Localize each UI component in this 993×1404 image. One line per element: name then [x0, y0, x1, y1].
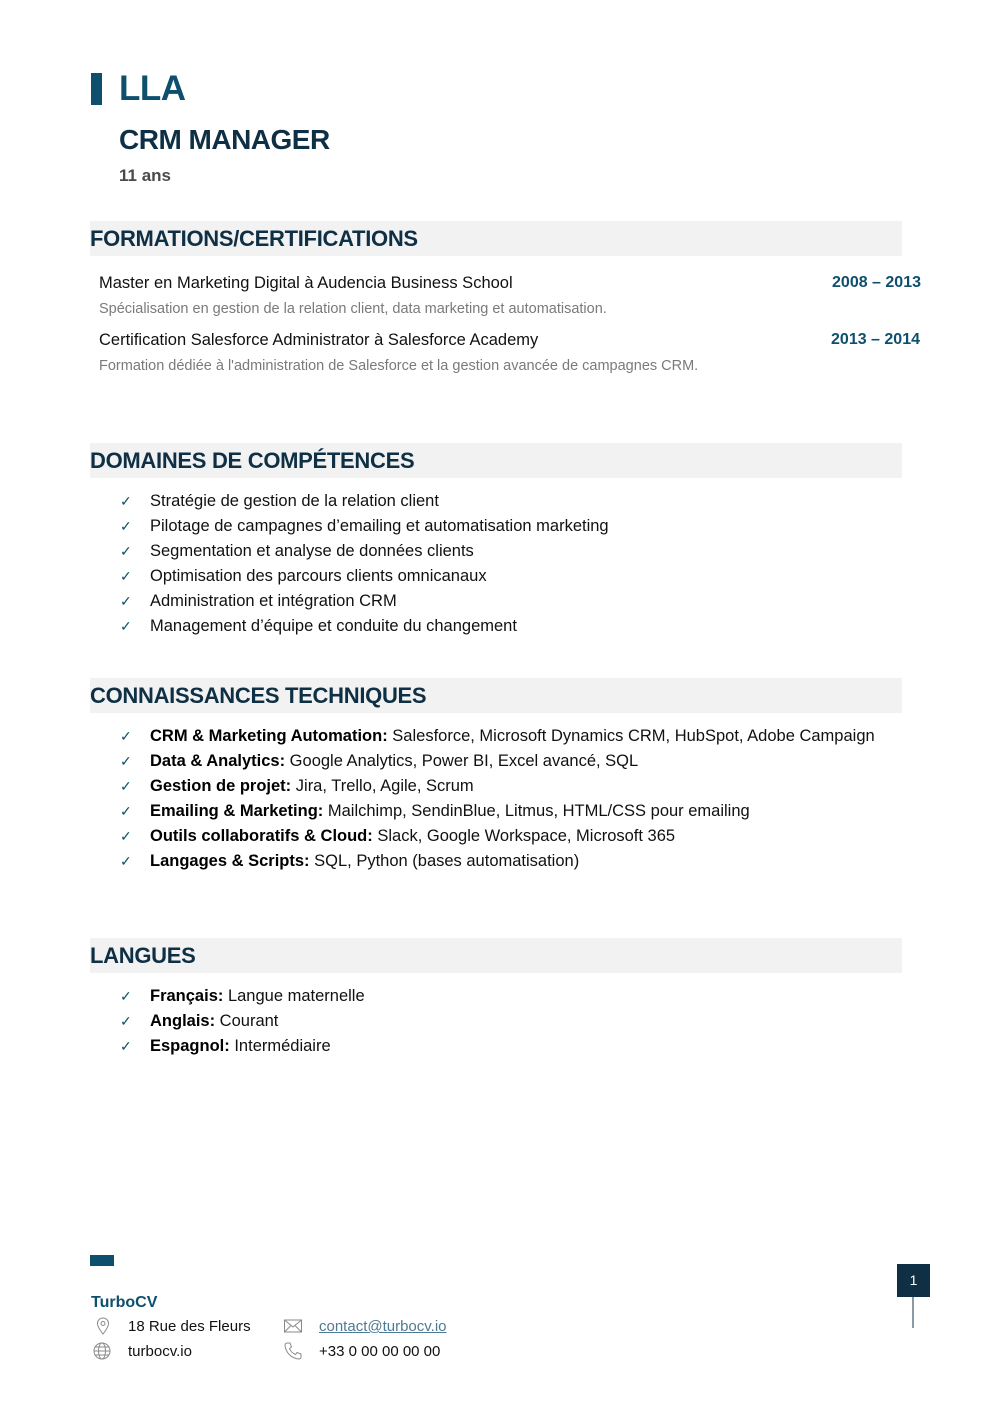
list-item: ✓ Management d’équipe et conduite du changement [120, 614, 902, 639]
list-item [120, 724, 902, 749]
job-title: CRM MANAGER [119, 124, 330, 155]
name-accent-bar [91, 73, 102, 105]
education-description: Formation dédiée à l'administration de Salesforce et la gestion avancée de campagnes CRM. [99, 358, 699, 374]
item-value: Intermédiaire [229, 1037, 331, 1055]
checkmark-icon: ✓ [120, 593, 132, 609]
list-item [120, 1034, 902, 1059]
list-item [120, 774, 902, 799]
item-label: Langages & Scripts: [150, 852, 310, 870]
item-label: CRM & Marketing Automation: [150, 727, 388, 745]
education-title: Master en Marketing Digital à Audencia Business School [99, 274, 513, 292]
list-item: ✓ Stratégie de gestion de la relation client [120, 489, 902, 514]
list-item [120, 749, 902, 774]
checkmark-icon: ✓ [120, 493, 132, 509]
checkmark-icon: ✓ [120, 988, 132, 1004]
list-item [120, 824, 902, 849]
item-label: Français: [150, 987, 224, 1005]
list-item [120, 984, 902, 1009]
checkmark-icon: ✓ [120, 728, 132, 744]
item-value: Mailchimp, SendinBlue, Litmus, HTML/CSS pour emailing [323, 802, 750, 820]
checkmark-icon: ✓ [120, 618, 132, 634]
techniques-list [120, 724, 902, 874]
item-value: SQL, Python (bases automatisation) [309, 852, 580, 870]
checkmark-icon: ✓ [120, 1013, 132, 1029]
footer-phone: +33 0 00 00 00 00 [319, 1343, 441, 1360]
checkmark-icon: ✓ [120, 568, 132, 584]
item-label: Espagnol: [150, 1037, 230, 1055]
education-dates: 2008 – 2013 [832, 274, 921, 291]
globe-icon [92, 1341, 112, 1361]
item-label: Emailing & Marketing: [150, 802, 324, 820]
list-item: ✓ Segmentation et analyse de données clients [120, 539, 902, 564]
item-label: Outils collaboratifs & Cloud: [150, 827, 373, 845]
checkmark-icon: ✓ [120, 753, 132, 769]
checkmark-icon: ✓ [120, 1038, 132, 1054]
footer-email-link[interactable]: contact@turbocv.io [319, 1318, 447, 1335]
checkmark-icon: ✓ [120, 778, 132, 794]
checkmark-icon: ✓ [120, 803, 132, 819]
education-dates: 2013 – 2014 [831, 331, 920, 348]
section-header-langues [90, 938, 902, 973]
section-header-formations [90, 221, 902, 256]
envelope-icon [283, 1316, 303, 1336]
item-label: Data & Analytics: [150, 752, 286, 770]
checkmark-icon: ✓ [120, 543, 132, 559]
list-item [120, 1009, 902, 1034]
education-title: Certification Salesforce Administrator à Salesforce Academy [99, 331, 539, 349]
list-item: ✓ Pilotage de campagnes d’emailing et automatisation marketing [120, 514, 902, 539]
list-item: ✓ Optimisation des parcours clients omnicanaux [120, 564, 902, 589]
list-item [120, 849, 902, 874]
page-number: 1 [897, 1264, 930, 1297]
competences-list [120, 489, 902, 639]
item-value: Courant [215, 1012, 279, 1030]
item-value: Google Analytics, Power BI, Excel avancé, SQL [285, 752, 639, 770]
footer-website[interactable]: turbocv.io [128, 1343, 192, 1360]
checkmark-icon: ✓ [120, 828, 132, 844]
langues-list [120, 984, 902, 1059]
education-description: Spécialisation en gestion de la relation client, data marketing et automatisation. [99, 301, 607, 317]
item-value: Salesforce, Microsoft Dynamics CRM, HubSpot, Adobe Campaign [387, 727, 875, 745]
section-header-competences [90, 443, 902, 478]
footer-accent-bar [90, 1255, 114, 1266]
checkmark-icon: ✓ [120, 518, 132, 534]
page-number-line [912, 1297, 914, 1328]
section-title: DOMAINES DE COMPÉTENCES [90, 448, 415, 473]
section-title: FORMATIONS/CERTIFICATIONS [90, 226, 418, 251]
section-title: CONNAISSANCES TECHNIQUES [90, 683, 427, 708]
checkmark-icon: ✓ [120, 853, 132, 869]
list-item: ✓ Administration et intégration CRM [120, 589, 902, 614]
item-value: Slack, Google Workspace, Microsoft 365 [372, 827, 676, 845]
phone-icon [283, 1341, 303, 1361]
candidate-name: LLA [119, 69, 186, 108]
list-item [120, 799, 902, 824]
footer-brand: TurboCV [91, 1294, 158, 1311]
item-value: Langue maternelle [223, 987, 365, 1005]
section-header-techniques [90, 678, 902, 713]
item-label: Anglais: [150, 1012, 216, 1030]
experience-years: 11 ans [119, 166, 171, 185]
footer-email-wrap [319, 1317, 447, 1337]
section-title: LANGUES [90, 943, 196, 968]
footer-address: 18 Rue des Fleurs [128, 1318, 251, 1335]
item-label: Gestion de projet: [150, 777, 292, 795]
location-pin-icon [93, 1316, 113, 1336]
item-value: Jira, Trello, Agile, Scrum [291, 777, 474, 795]
